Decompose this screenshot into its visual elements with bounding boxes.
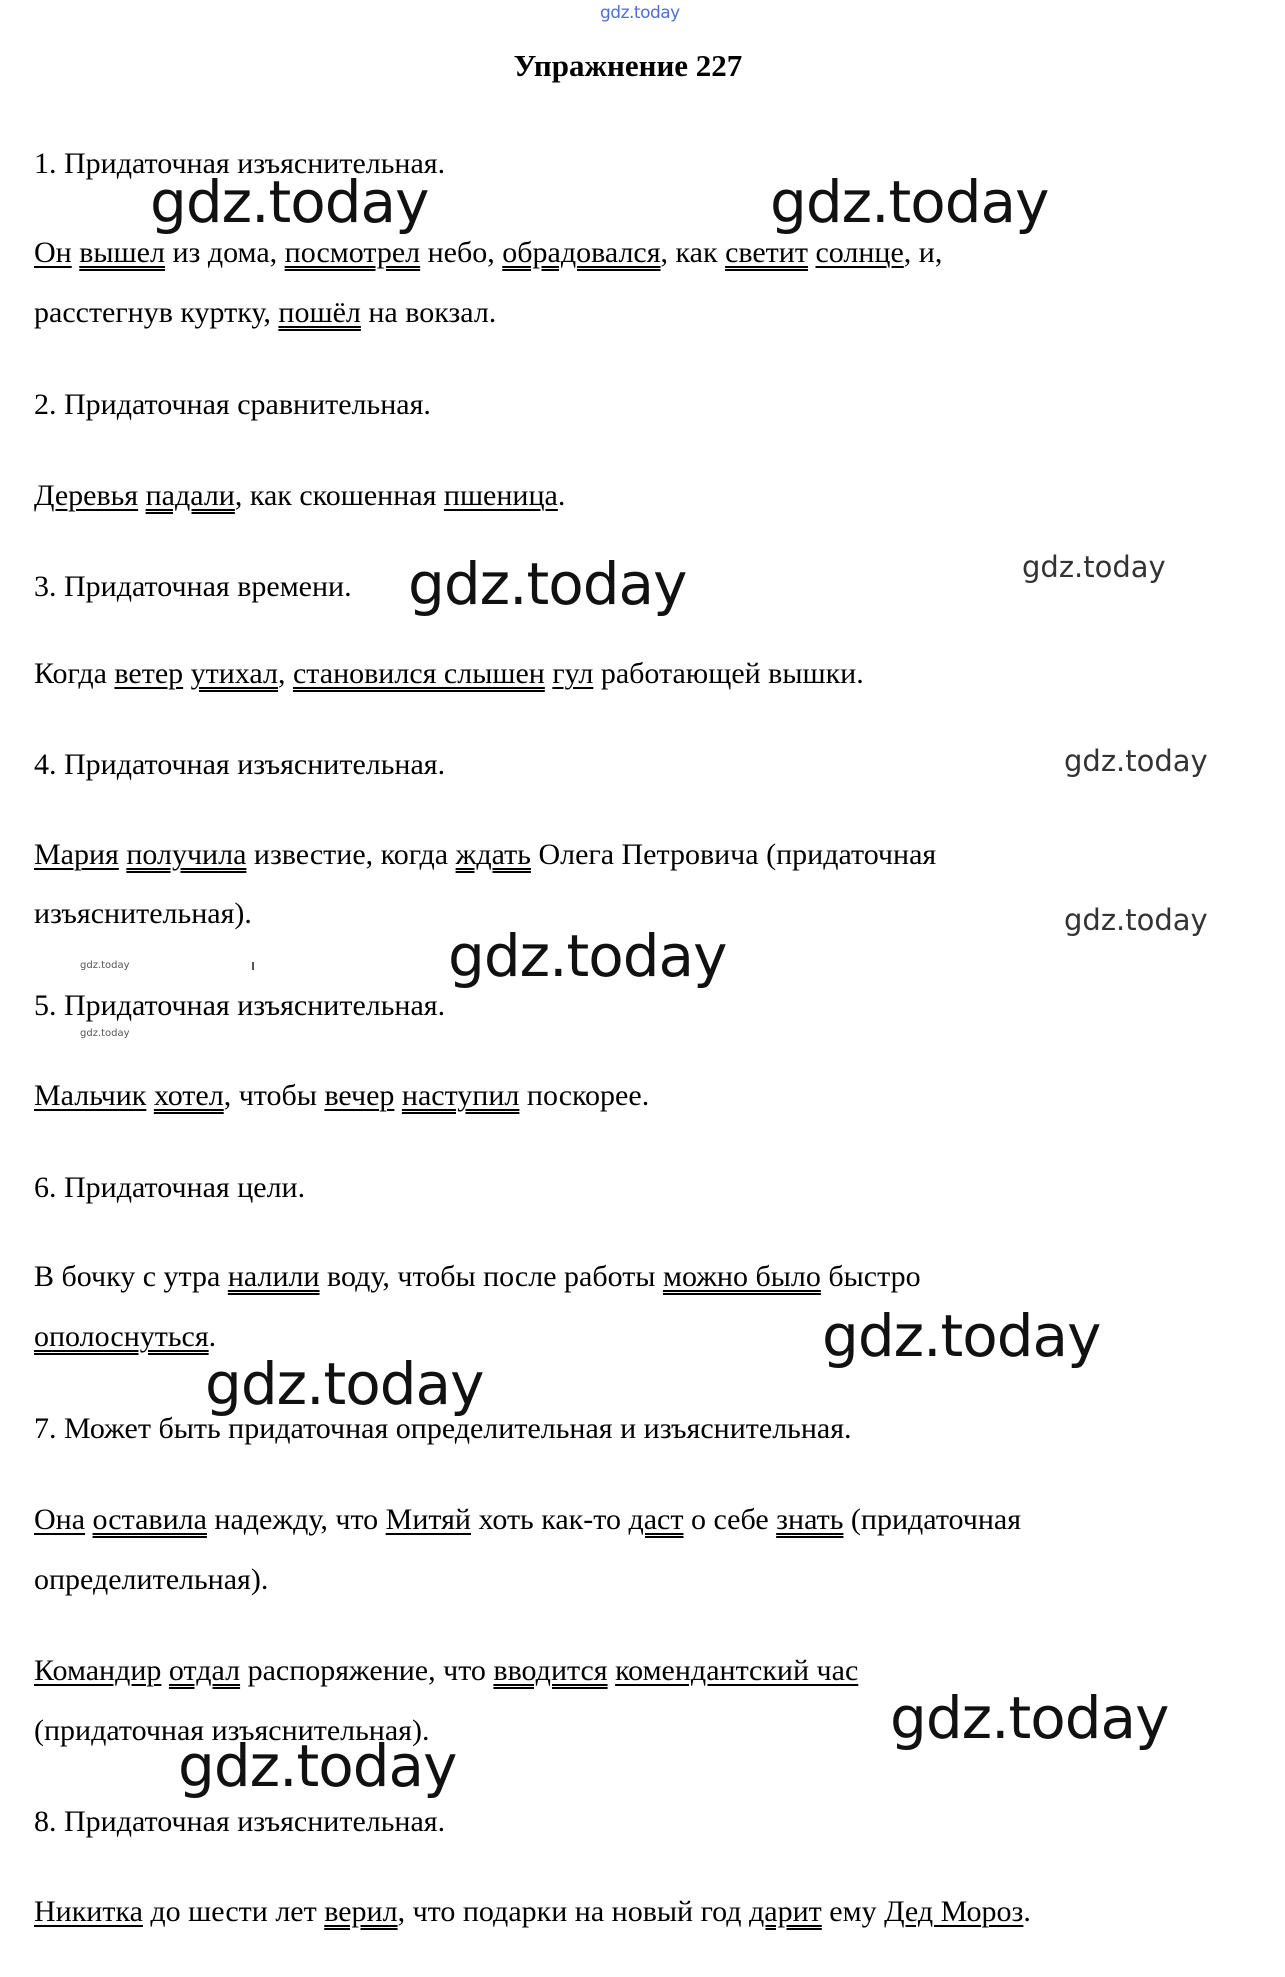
plain-text: хоть как-то bbox=[470, 1503, 629, 1536]
subject-word: ветер bbox=[114, 657, 184, 690]
plain-text: известие, когда bbox=[246, 838, 456, 871]
subject-word: Он bbox=[34, 236, 72, 269]
plain-text: из дома, bbox=[164, 236, 285, 269]
plain-text: распоряжение, что bbox=[240, 1654, 494, 1687]
sentence-line bbox=[34, 894, 252, 934]
sentence-line bbox=[34, 654, 864, 694]
item-heading: 5. Придаточная изъяснительная. bbox=[34, 989, 446, 1022]
subject-word: Мария bbox=[34, 838, 119, 871]
plain-text: , как bbox=[660, 236, 726, 269]
item-heading: 6. Придаточная цели. bbox=[34, 1171, 306, 1204]
plain-text: , bbox=[277, 657, 293, 690]
plain-text: В бочку с утра bbox=[34, 1260, 228, 1293]
item-heading: 8. Придаточная изъяснительная. bbox=[34, 1805, 446, 1838]
plain-text: . bbox=[557, 479, 566, 512]
plain-text: , что подарки на новый год bbox=[397, 1895, 750, 1928]
sentence-line bbox=[34, 233, 942, 273]
predicate-word: пошёл bbox=[278, 296, 361, 329]
subject-word: Мальчик bbox=[34, 1079, 147, 1112]
predicate-word: верил bbox=[324, 1895, 398, 1928]
predicate-word: знать bbox=[776, 1503, 844, 1536]
plain-text: определительная). bbox=[34, 1563, 269, 1596]
watermark: gdz.today bbox=[150, 168, 429, 236]
plain-text: . bbox=[1023, 1895, 1031, 1928]
subject-word: солнце bbox=[815, 236, 904, 269]
predicate-word: становился слышен bbox=[292, 657, 545, 690]
sentence-line bbox=[34, 1651, 858, 1691]
subject-word: Никитка bbox=[34, 1895, 143, 1928]
predicate-word: получила bbox=[126, 838, 247, 871]
plain-text: небо, bbox=[420, 236, 503, 269]
plain-text: (придаточная изъяснительная). bbox=[34, 1714, 430, 1747]
watermark: gdz.today bbox=[448, 922, 727, 990]
plain-text: . bbox=[208, 1320, 217, 1353]
subject-word: Дед Мороз bbox=[884, 1895, 1024, 1928]
item-heading: 4. Придаточная изъяснительная. bbox=[34, 748, 446, 781]
sentence-line bbox=[34, 1257, 921, 1297]
item-heading: 1. Придаточная изъяснительная. bbox=[34, 147, 446, 180]
predicate-word: можно было bbox=[662, 1260, 821, 1293]
plain-text: работающей вышки. bbox=[593, 657, 864, 690]
plain-text: изъяснительная). bbox=[34, 897, 252, 930]
subject-word: гул bbox=[552, 657, 594, 690]
watermark: gdz.today bbox=[408, 550, 687, 618]
plain-text: поскорее. bbox=[519, 1079, 650, 1112]
watermark: gdz.today bbox=[890, 1684, 1169, 1752]
plain-text: , как скошенная bbox=[234, 479, 444, 512]
sentence-line bbox=[34, 1076, 649, 1116]
predicate-word: дарит bbox=[749, 1895, 822, 1928]
plain-text: надежду, что bbox=[206, 1503, 386, 1536]
predicate-word: ополоснуться bbox=[34, 1320, 209, 1353]
plain-text: , чтобы bbox=[223, 1079, 325, 1112]
subject-word: Она bbox=[34, 1503, 86, 1536]
stray-mark bbox=[252, 962, 254, 970]
watermark-small: gdz.today bbox=[80, 960, 130, 971]
watermark-top: gdz.today bbox=[600, 3, 680, 23]
sentence-line bbox=[34, 1892, 1031, 1932]
plain-text: быстро bbox=[820, 1260, 921, 1293]
sentence-line bbox=[34, 1317, 216, 1357]
plain-text bbox=[146, 1079, 154, 1112]
sentence-line bbox=[34, 293, 496, 333]
plain-text: , и, bbox=[903, 236, 943, 269]
sentence-line bbox=[34, 1560, 268, 1600]
subject-word: вечер bbox=[324, 1079, 395, 1112]
watermark: gdz.today bbox=[205, 1350, 484, 1418]
plain-text: Когда bbox=[34, 657, 115, 690]
sentence-line bbox=[34, 835, 936, 875]
predicate-word: отдал bbox=[168, 1654, 241, 1687]
subject-word: Деревья bbox=[34, 479, 139, 512]
predicate-word: наступил bbox=[401, 1079, 520, 1112]
predicate-word: налили bbox=[227, 1260, 320, 1293]
page-title: Упражнение 227 bbox=[513, 48, 743, 83]
predicate-word: хотел bbox=[153, 1079, 224, 1112]
plain-text bbox=[608, 1654, 616, 1687]
predicate-word: посмотрел bbox=[284, 236, 421, 269]
predicate-word: утихал bbox=[190, 657, 278, 690]
plain-text bbox=[161, 1654, 169, 1687]
subject-word: Командир bbox=[34, 1654, 162, 1687]
sentence-line bbox=[34, 476, 565, 516]
watermark-small: gdz.today bbox=[80, 1028, 130, 1039]
item-heading: 3. Придаточная времени. bbox=[34, 570, 352, 603]
plain-text: на вокзал. bbox=[360, 296, 497, 329]
watermark: gdz.today bbox=[178, 1732, 457, 1800]
plain-text: Олега Петровича (придаточная bbox=[530, 838, 937, 871]
watermark: gdz.today bbox=[1064, 903, 1208, 937]
plain-text: до шести лет bbox=[142, 1895, 325, 1928]
plain-text bbox=[138, 479, 146, 512]
predicate-word: обрадовался bbox=[502, 236, 661, 269]
watermark: gdz.today bbox=[822, 1302, 1101, 1370]
sentence-line bbox=[34, 1500, 1021, 1540]
subject-word: комендантский час bbox=[615, 1654, 859, 1687]
watermark: gdz.today bbox=[1022, 550, 1166, 584]
subject-word: пшеница bbox=[443, 479, 558, 512]
predicate-word: ждать bbox=[455, 838, 531, 871]
watermark: gdz.today bbox=[770, 168, 1049, 236]
predicate-word: оставила bbox=[92, 1503, 207, 1536]
predicate-word: вводится bbox=[493, 1654, 608, 1687]
plain-text bbox=[394, 1079, 402, 1112]
subject-word: Митяй bbox=[385, 1503, 471, 1536]
predicate-word: даст bbox=[628, 1503, 684, 1536]
watermark: gdz.today bbox=[1064, 744, 1208, 778]
predicate-word: падали bbox=[145, 479, 235, 512]
plain-text: воду, чтобы после работы bbox=[319, 1260, 663, 1293]
predicate-word: вышел bbox=[79, 236, 165, 269]
plain-text bbox=[85, 1503, 93, 1536]
plain-text: о себе bbox=[683, 1503, 777, 1536]
plain-text: расстегнув куртку, bbox=[34, 296, 279, 329]
predicate-word: светит bbox=[725, 236, 808, 269]
plain-text: (придаточная bbox=[843, 1503, 1022, 1536]
item-heading: 7. Может быть придаточная определительная и изъяснительная. bbox=[34, 1412, 852, 1445]
item-heading: 2. Придаточная сравнительная. bbox=[34, 388, 431, 421]
plain-text bbox=[183, 657, 191, 690]
plain-text: ему bbox=[821, 1895, 885, 1928]
